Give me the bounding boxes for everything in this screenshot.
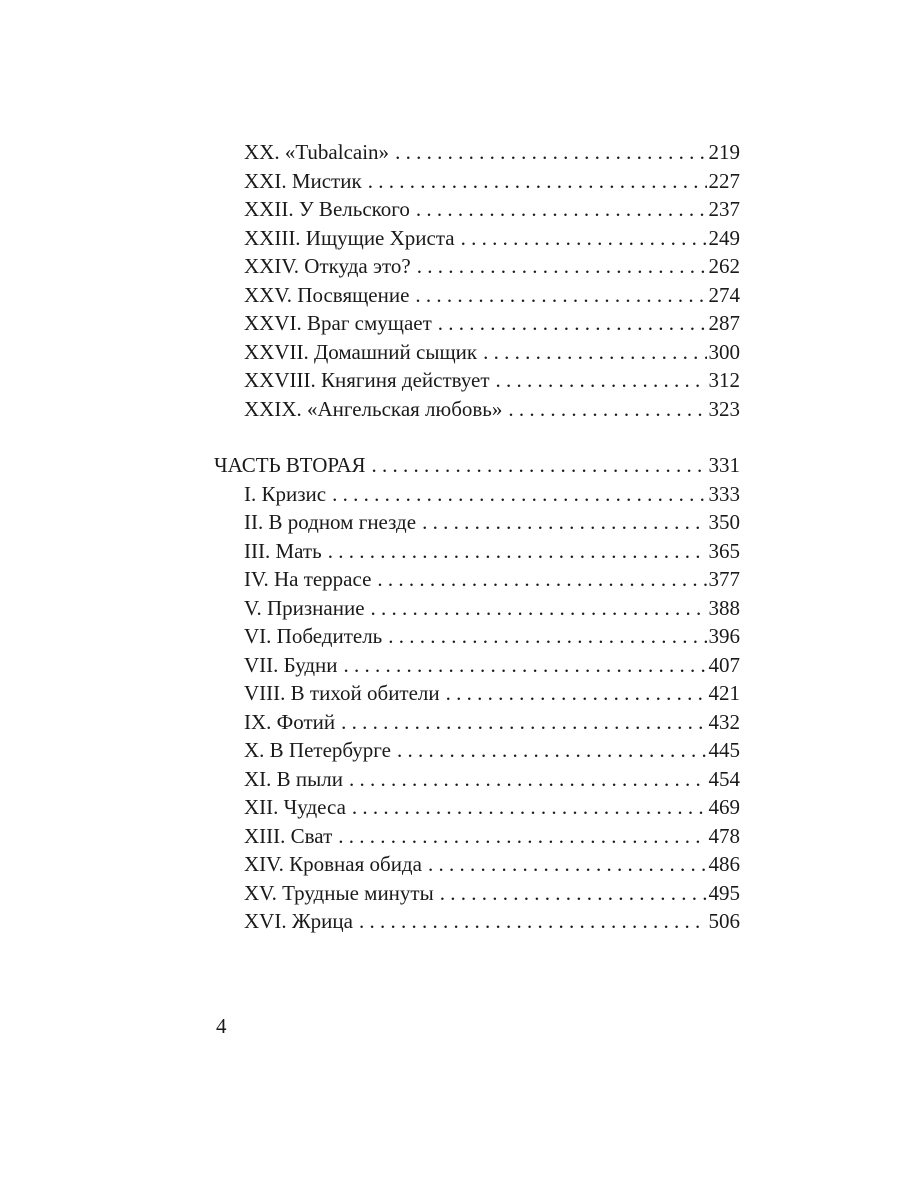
toc-entry-page: 227 xyxy=(708,168,740,193)
toc-entry xyxy=(214,793,740,822)
dot-leader xyxy=(371,565,706,594)
toc-entry-title: XXI. Мистик xyxy=(244,168,362,193)
toc-entry xyxy=(214,167,740,196)
toc-entry xyxy=(214,480,740,509)
toc-entry-title: XV. Трудные минуты xyxy=(244,880,434,905)
dot-leader xyxy=(477,338,706,367)
toc-entry-title: XXII. У Вельского xyxy=(244,197,410,221)
toc-entry xyxy=(214,765,740,794)
toc-entry-page: 407 xyxy=(708,652,740,677)
toc-entry-page: 454 xyxy=(708,766,740,791)
dot-leader xyxy=(411,252,707,281)
dot-leader xyxy=(422,850,707,879)
dot-leader xyxy=(440,679,707,708)
dot-leader xyxy=(326,480,706,509)
toc-entry-title: XXVI. Враг смущает xyxy=(244,311,432,335)
toc-entry xyxy=(214,138,740,167)
toc-entry-page: 421 xyxy=(708,681,740,705)
toc-entry-title: III. Мать xyxy=(244,538,322,563)
dot-leader xyxy=(502,395,706,424)
dot-leader xyxy=(416,508,706,537)
toc-entry-title: IX. Фотий xyxy=(244,709,336,734)
toc-entry-page: 323 xyxy=(708,396,740,421)
toc-entry xyxy=(214,366,740,395)
toc-entry xyxy=(214,679,740,708)
dot-leader xyxy=(362,167,707,196)
part-title: ЧАСТЬ ВТОРАЯ xyxy=(214,453,366,477)
toc-entry-page: 350 xyxy=(708,510,740,534)
toc-entry xyxy=(214,338,740,367)
toc-entry xyxy=(214,224,740,253)
toc-entry xyxy=(214,651,740,680)
dot-leader xyxy=(409,281,706,310)
toc-part-heading xyxy=(214,451,740,480)
dot-leader xyxy=(343,765,707,794)
dot-leader xyxy=(382,622,706,651)
toc-entry-page: 377 xyxy=(708,567,740,591)
toc-entry-page: 219 xyxy=(708,140,740,164)
dot-leader xyxy=(366,451,707,480)
toc-entry-page: 333 xyxy=(708,481,740,506)
dot-leader xyxy=(391,736,707,765)
dot-leader xyxy=(353,907,707,936)
toc-entry-page: 365 xyxy=(708,538,740,563)
toc-entry-title: VI. Победитель xyxy=(244,624,383,648)
toc-entry-page: 445 xyxy=(708,738,740,762)
dot-leader xyxy=(389,138,706,167)
toc-entry-title: XIII. Сват xyxy=(244,823,333,848)
dot-leader xyxy=(455,224,707,253)
toc-entry xyxy=(214,822,740,851)
toc-entry xyxy=(214,508,740,537)
dot-leader xyxy=(490,366,707,395)
toc-entry xyxy=(214,395,740,424)
toc-entry-page: 274 xyxy=(708,282,740,307)
toc-entry xyxy=(214,594,740,623)
toc-entry-title: XI. В пыли xyxy=(244,766,343,791)
toc-entry-page: 287 xyxy=(708,311,740,335)
toc-entry-title: I. Кризис xyxy=(244,481,327,506)
toc-entry-page: 300 xyxy=(708,339,740,364)
page-number: 4 xyxy=(216,1014,227,1038)
toc-entry-page: 469 xyxy=(708,795,740,819)
toc-entry-page: 249 xyxy=(708,225,740,250)
toc-entry xyxy=(214,195,740,224)
toc-entry-page: 388 xyxy=(708,595,740,620)
toc-entry-title: XVI. Жрица xyxy=(244,909,353,933)
dot-leader xyxy=(432,309,707,338)
toc-entry-page: 495 xyxy=(708,880,740,905)
toc-entry-title: XIV. Кровная обида xyxy=(244,852,422,876)
toc-entry-title: XXVIII. Княгиня действует xyxy=(244,368,490,392)
toc-entry-page: 432 xyxy=(708,709,740,734)
dot-leader xyxy=(332,822,706,851)
toc-entry xyxy=(214,879,740,908)
toc-entry xyxy=(214,736,740,765)
dot-leader xyxy=(346,793,707,822)
toc-entry-title: XXVII. Домашний сыщик xyxy=(244,339,478,364)
toc-entry xyxy=(214,907,740,936)
toc-entry-title: VIII. В тихой обители xyxy=(244,681,440,705)
table-of-contents xyxy=(214,138,740,936)
part-page: 331 xyxy=(708,453,740,477)
toc-entry-title: XX. «Tubalcain» xyxy=(244,140,390,164)
toc-entry-page: 486 xyxy=(708,852,740,876)
toc-entry-page: 396 xyxy=(708,624,740,648)
toc-entry-title: XXIII. Ищущие Христа xyxy=(244,225,455,250)
dot-leader xyxy=(365,594,707,623)
dot-leader xyxy=(338,651,707,680)
toc-entry xyxy=(214,622,740,651)
toc-entry-page: 478 xyxy=(708,823,740,848)
toc-entry-page: 262 xyxy=(708,254,740,278)
dot-leader xyxy=(322,537,707,566)
toc-entry-page: 506 xyxy=(708,909,740,933)
toc-entry-page: 312 xyxy=(708,368,740,392)
toc-entry-title: X. В Петербурге xyxy=(244,738,391,762)
toc-entry xyxy=(214,850,740,879)
dot-leader xyxy=(410,195,707,224)
toc-entry xyxy=(214,309,740,338)
toc-entry xyxy=(214,565,740,594)
toc-entry-page: 237 xyxy=(708,197,740,221)
toc-entry-title: XXIX. «Ангельская любовь» xyxy=(244,396,503,421)
toc-entry xyxy=(214,252,740,281)
toc-entry-title: VII. Будни xyxy=(244,652,338,677)
toc-entry xyxy=(214,281,740,310)
toc-entry-title: XXV. Посвящение xyxy=(244,282,410,307)
toc-entry-title: XXIV. Откуда это? xyxy=(244,254,411,278)
toc-entry-title: V. Признание xyxy=(244,595,365,620)
toc-entry-title: II. В родном гнезде xyxy=(244,510,417,534)
toc-entry xyxy=(214,708,740,737)
toc-entry xyxy=(214,537,740,566)
toc-entry-title: IV. На террасе xyxy=(244,567,372,591)
dot-leader xyxy=(335,708,706,737)
toc-entry-title: XII. Чудеса xyxy=(244,795,346,819)
dot-leader xyxy=(434,879,707,908)
